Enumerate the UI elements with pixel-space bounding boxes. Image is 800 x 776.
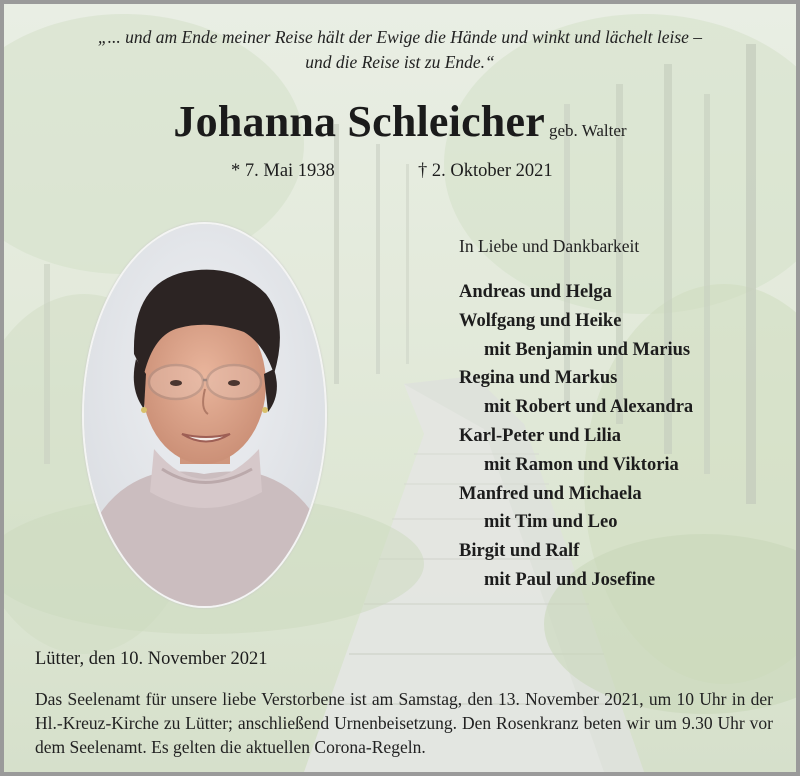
name-line bbox=[4, 96, 796, 147]
mourner-children-line: mit Paul und Josefine bbox=[484, 569, 656, 590]
mourner-line: Manfred und Michaela bbox=[459, 483, 642, 504]
service-notice: Das Seelenamt für unsere liebe Verstorbene ist am Samstag, den 13. November 2021, um 10 Uhr in der Hl.-Kreuz-Kirche zu Lütter; anschließend Urnenbeisetzung. Den Rosenkranz beten wir um 9.30 Uhr vor dem Seelenamt. Es gelten die aktuellen Corona-Regeln. bbox=[35, 689, 773, 757]
family-section bbox=[459, 236, 693, 595]
mourner-children-line: mit Benjamin und Marius bbox=[484, 339, 691, 360]
quote-line-2: und die Reise ist zu Ende.“ bbox=[305, 52, 495, 72]
mourner-children-line: mit Ramon und Viktoria bbox=[484, 454, 679, 475]
maiden-name: geb. Walter bbox=[548, 121, 627, 140]
place-date: Lütter, den 10. November 2021 bbox=[35, 649, 268, 669]
deceased-name: Johanna Schleicher bbox=[173, 97, 545, 146]
mourner-line: Birgit und Ralf bbox=[459, 541, 580, 562]
death-date: † 2. Oktober 2021 bbox=[418, 161, 553, 181]
family-intro: In Liebe und Dankbarkeit bbox=[459, 236, 640, 256]
quote-line-1: „... und am Ende meiner Reise hält der Ewige die Hände und winkt und lächelt leise – bbox=[97, 27, 703, 47]
mourner-children-line: mit Robert und Alexandra bbox=[484, 397, 694, 418]
mourner-line: Karl-Peter und Lilia bbox=[459, 425, 622, 446]
quote bbox=[4, 25, 796, 75]
portrait-photo bbox=[82, 222, 327, 608]
mourner-line: Wolfgang und Heike bbox=[459, 310, 622, 331]
mourner-line: Regina und Markus bbox=[459, 368, 618, 389]
mourner-children-line: mit Tim und Leo bbox=[484, 512, 618, 533]
birth-date: * 7. Mai 1938 bbox=[231, 161, 335, 181]
mourner-line: Andreas und Helga bbox=[459, 282, 612, 302]
